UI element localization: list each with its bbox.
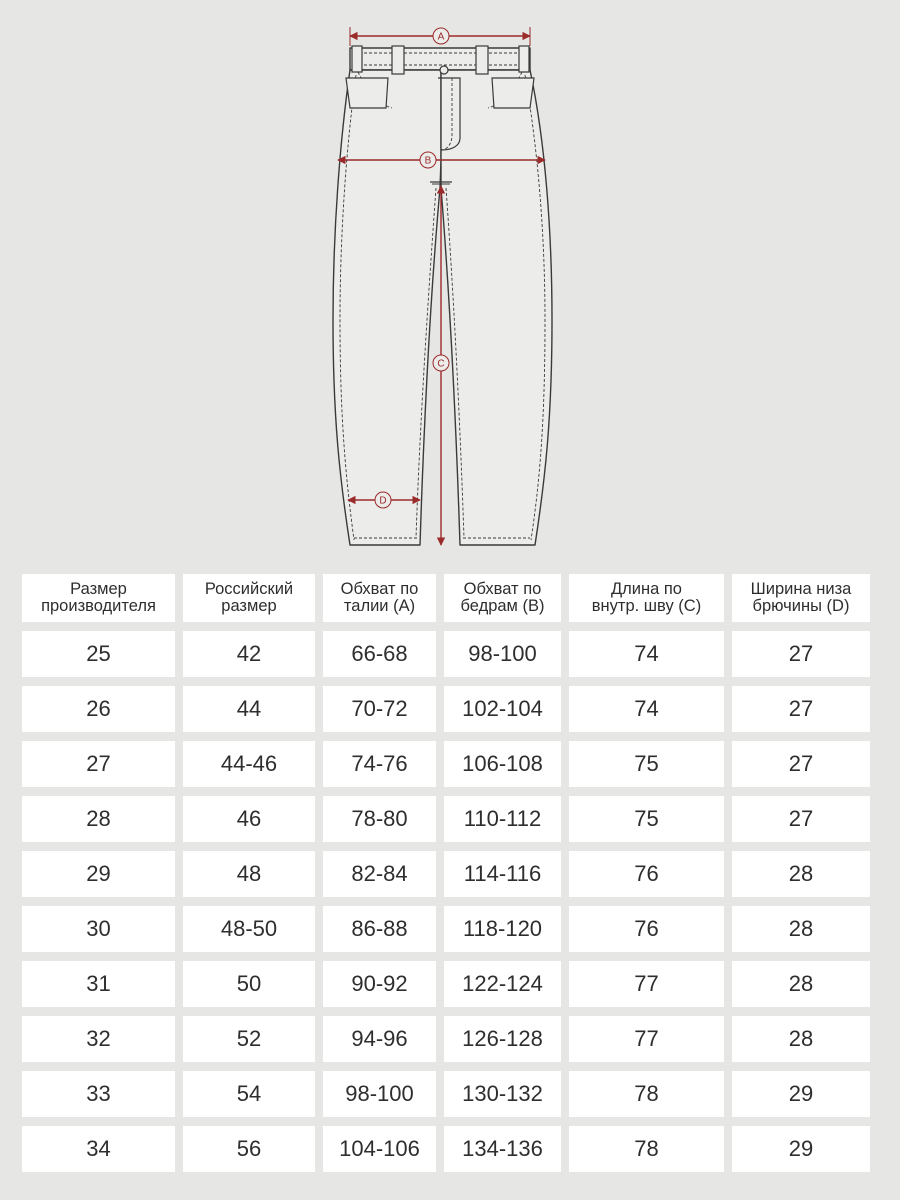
- table-cell: 130-132: [444, 1071, 561, 1117]
- table-cell: 44-46: [183, 741, 315, 787]
- table-cell: 42: [183, 631, 315, 677]
- table-cell: 126-128: [444, 1016, 561, 1062]
- header-cell: Обхват по талии (A): [323, 574, 436, 622]
- table-cell: 54: [183, 1071, 315, 1117]
- table-cell: 104-106: [323, 1126, 436, 1172]
- table-cell: 76: [569, 906, 724, 952]
- table-cell: 106-108: [444, 741, 561, 787]
- table-cell: 26: [22, 686, 175, 732]
- table-cell: 31: [22, 961, 175, 1007]
- table-cell: 30: [22, 906, 175, 952]
- table-cell: 25: [22, 631, 175, 677]
- table-cell: 32: [22, 1016, 175, 1062]
- table-cell: 82-84: [323, 851, 436, 897]
- table-cell: 74-76: [323, 741, 436, 787]
- table-cell: 118-120: [444, 906, 561, 952]
- table-cell: 27: [22, 741, 175, 787]
- pants-outline: [333, 48, 552, 545]
- table-cell: 75: [569, 741, 724, 787]
- measure-a: [350, 27, 530, 46]
- table-cell: 102-104: [444, 686, 561, 732]
- table-cell: 29: [732, 1071, 870, 1117]
- table-cell: 66-68: [323, 631, 436, 677]
- measure-c-label: C: [437, 358, 445, 370]
- table-cell: 70-72: [323, 686, 436, 732]
- table-cell: 122-124: [444, 961, 561, 1007]
- table-cell: 29: [732, 1126, 870, 1172]
- table-cell: 98-100: [444, 631, 561, 677]
- table-cell: 94-96: [323, 1016, 436, 1062]
- table-cell: 78: [569, 1071, 724, 1117]
- table-cell: 28: [732, 961, 870, 1007]
- table-cell: 33: [22, 1071, 175, 1117]
- table-cell: 46: [183, 796, 315, 842]
- table-cell: 28: [732, 906, 870, 952]
- table-cell: 90-92: [323, 961, 436, 1007]
- table-cell: 98-100: [323, 1071, 436, 1117]
- table-cell: 52: [183, 1016, 315, 1062]
- table-cell: 27: [732, 741, 870, 787]
- table-cell: 77: [569, 1016, 724, 1062]
- table-cell: 27: [732, 631, 870, 677]
- table-cell: 78: [569, 1126, 724, 1172]
- table-cell: 28: [732, 851, 870, 897]
- table-cell: 50: [183, 961, 315, 1007]
- table-cell: 74: [569, 631, 724, 677]
- table-cell: 56: [183, 1126, 315, 1172]
- table-cell: 27: [732, 796, 870, 842]
- measure-b-label: B: [424, 155, 432, 167]
- header-cell: Обхват по бедрам (B): [444, 574, 561, 622]
- header-cell: Длина по внутр. шву (C): [569, 574, 724, 622]
- table-cell: 28: [22, 796, 175, 842]
- table-cell: 27: [732, 686, 870, 732]
- table-cell: 34: [22, 1126, 175, 1172]
- table-cell: 44: [183, 686, 315, 732]
- header-cell: Российский размер: [183, 574, 315, 622]
- header-cell: Размер производителя: [22, 574, 175, 622]
- table-cell: 74: [569, 686, 724, 732]
- table-cell: 76: [569, 851, 724, 897]
- pants-measurement-diagram: [0, 0, 900, 565]
- measure-a-label: A: [437, 31, 445, 43]
- table-cell: 78-80: [323, 796, 436, 842]
- header-cell: Ширина низа брючины (D): [732, 574, 870, 622]
- table-cell: 110-112: [444, 796, 561, 842]
- table-cell: 77: [569, 961, 724, 1007]
- table-cell: 114-116: [444, 851, 561, 897]
- table-cell: 29: [22, 851, 175, 897]
- table-cell: 48-50: [183, 906, 315, 952]
- table-cell: 75: [569, 796, 724, 842]
- measure-d-label: D: [379, 495, 387, 507]
- table-cell: 48: [183, 851, 315, 897]
- table-cell: 28: [732, 1016, 870, 1062]
- size-table: [22, 574, 878, 1172]
- table-cell: 86-88: [323, 906, 436, 952]
- table-cell: 134-136: [444, 1126, 561, 1172]
